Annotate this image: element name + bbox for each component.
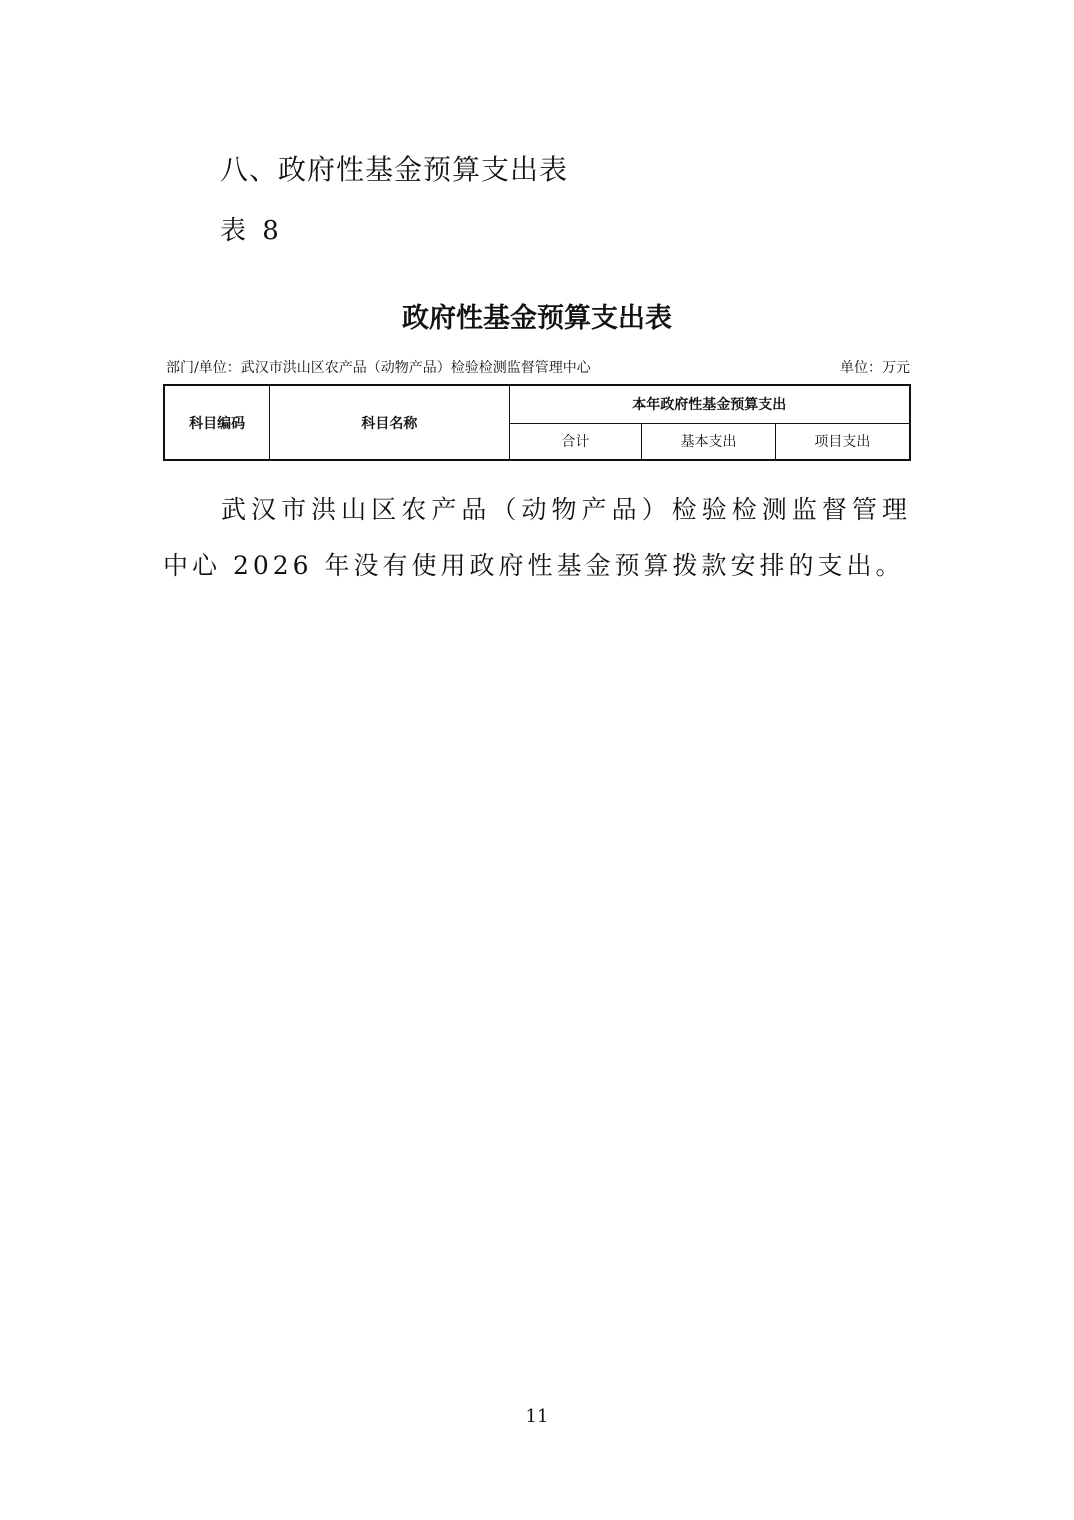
section-heading: 八、政府性基金预算支出表 <box>220 153 569 186</box>
header-project-expenditure: 项目支出 <box>775 423 910 460</box>
header-subject-code: 科目编码 <box>164 385 270 460</box>
table-meta <box>166 357 910 377</box>
page-number: 11 <box>525 1406 549 1427</box>
unit-department: 部门/单位：武汉市洪山区农产品（动物产品）检验检测监督管理中心 <box>166 360 591 376</box>
table-number: 表 8 <box>220 216 283 246</box>
body-paragraph: 武汉市洪山区农产品（动物产品）检验检测监督管理中心 2026 年没有使用政府性基金预算拨款安排的支出。 <box>163 495 911 580</box>
budget-table <box>163 384 911 461</box>
header-total: 合计 <box>509 423 642 460</box>
header-subject-name: 科目名称 <box>270 385 509 460</box>
header-basic-expenditure: 基本支出 <box>642 423 776 460</box>
table-title: 政府性基金预算支出表 <box>402 303 672 334</box>
currency-unit: 单位：万元 <box>840 360 910 376</box>
header-fund-expenditure: 本年政府性基金预算支出 <box>509 385 910 423</box>
